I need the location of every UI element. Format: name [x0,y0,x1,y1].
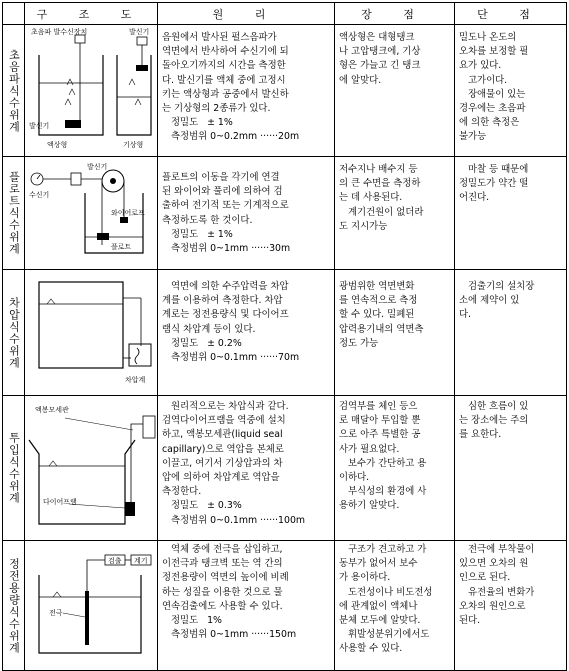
range: 측정범위 0~1mm ······150m [170,629,297,641]
structure-diagram [25,25,158,157]
ultrasonic-diagram [25,25,158,152]
diagram-label: 수신기 [29,191,50,199]
diagram-label: 액상형 [47,141,68,149]
principle-text: 역면에 의한 수주압력을 차압 계를 이용하여 측정한다. 차압 계로는 정전용량식 및 다이어프 램식 차압계 등이 있다. 정밀도 ± 0.2% 측정범위 0~0.1mm ······70m [158,270,334,365]
demerits-text: 밀도나 온도의 오차를 보정할 필 요가 있다. 고가이다. 장애물이 있는 경우에는 초음파 에 의한 측정은 불가능 [459,32,529,143]
principle-text: 음원에서 발사된 펄스음파가 역면에서 반사하여 수신기에 되 돌아오기까지의 시간을 측정한 다. 발신기를 액체 중에 고정시 키는 액상형과 공중에서 발신하 는 기상형의 2종류가 있다. 정밀도 ± 1% 측정범위 0~0.2mm ······20m [158,25,334,145]
merits-text: 검역부를 체인 등으 로 매달아 투입할 뿐 으로 아주 특별한 공 사가 필요없다. 보수가 간단하고 용 이하다. 부식성의 환경에 사 용하기 알맞다. [339,401,427,512]
diff-pressure-diagram [25,270,158,391]
range: 측정범위 0~0.1mm ······100m [170,514,306,526]
accuracy: 정밀도 1% [170,615,222,627]
merits-text: 액상형은 대형탱크 나 고압탱크에, 기상 형은 가늘고 긴 탱크 에 알맞다. [339,32,421,86]
principle-text: 역체 중에 전극을 삽입하고, 이전극과 탱크벽 또는 역 간의 정전용량이 역면의 높이에 비례 하는 성질을 이용한 것으로 물 연속검출에도 사용할 수 있다. 정밀도 1% 측정범위 0~1mm ······150m [158,541,334,642]
capacitance-diagram [25,541,158,666]
diagram-label: 와이어로프 [111,209,145,217]
header-merits: 장 점 [335,3,455,25]
merits-text: 저수지나 배수지 등 의 큰 수면을 측정하 는 데 사용된다. 계기건원이 없더라 도 지시가능 [339,164,424,232]
principle-text: 플로트의 이동을 각기에 연결 된 와이어와 풀리에 의하여 검 출하여 전기적 또는 기계적으로 측정하도록 한 것이다. 정밀도 ± 1% 측정범위 0~1mm ······30m [158,157,334,256]
accuracy: 정밀도 ± 0.2% [170,337,242,349]
diagram-label: 계기 [134,557,148,565]
float-diagram [25,157,158,265]
structure-diagram [25,541,158,671]
principle-text: 원리적으로는 차압식과 같다. 검역다이어프램을 역중에 설치 하고, 액봉모세관(liquid seal capillary)으로 역압을 본체로 이끌고, 여기서 기상압과의 차 압에 의하여 차압계로 역압을 측정한다. 정밀도 ± 0.3% 측정범위 0~0.1mm ······100m [158,396,334,528]
merits-text: 광범위한 역면변화 를 연속적으로 측정 할 수 있다. 밀폐된 압력용기내의 역면측 정도 가능 [339,281,424,349]
diagram-label: 플로트 [111,243,132,251]
demerits-text: 전극에 부착물이 있으면 오차의 원 인으로 된다. 유전율의 변화가 오차의 원인으로 된다. [459,544,535,627]
table-row [3,270,567,396]
accuracy: 정밀도 ± 1% [170,228,233,240]
range: 측정범위 0~1mm ······30m [170,243,291,255]
demerits-text: 검출기의 설치장 소에 제약이 있 다. [459,281,535,321]
level-gauge-table [2,2,567,671]
header-structure: 구 조 도 [25,3,158,25]
accuracy: 정밀도 ± 1% [170,117,233,129]
table-row [3,157,567,270]
diagram-label: 발신기 [129,28,150,36]
structure-diagram [25,396,158,541]
row-name: 차압식수위계 [7,296,21,369]
diagram-label: 전극 [49,609,63,617]
structure-diagram [25,157,158,270]
accuracy: 정밀도 ± 0.3% [170,500,242,512]
row-name: 투입식수위계 [7,432,21,504]
submersible-diagram [25,396,158,536]
diagram-label: 초음파 발수신장치 [31,28,88,36]
structure-diagram [25,270,158,396]
range: 측정범위 0~0.2mm ······20m [170,131,300,143]
row-name: 초음파식수위계 [7,48,21,133]
header-principle: 원 리 [158,3,335,25]
diagram-label: 검출 [108,557,122,565]
table-row [3,541,567,671]
demerits-text: 마찰 등 때문에 정밀도가 약간 떨 어진다. [459,164,529,204]
table-row [3,396,567,541]
diagram-label: 다이어프램 [43,498,77,506]
merits-text: 구조가 견고하고 가 동부가 없어서 보수 가 용이하다. 도전성이나 비도전성 에 관계없이 액체나 분체 모두에 알맞다. 휘발성분위기에서도 사용할 수 있다. [339,544,433,655]
header-demerits: 단 점 [455,3,567,25]
header-row [3,3,567,25]
range: 측정범위 0~0.1mm ······70m [170,352,300,364]
diagram-label: 발신기 [87,163,108,171]
diagram-label: 액봉모세관 [35,406,69,414]
row-name: 정전용량식수위계 [7,557,21,654]
diagram-label: 발신기 [29,122,50,130]
header-name-col [3,3,25,25]
table-row [3,25,567,157]
diagram-label: 차압계 [125,376,146,384]
diagram-label: 기상형 [123,141,144,149]
demerits-text: 심한 흐름이 있 는 장소에는 주의 를 요한다. [459,401,529,441]
row-name: 플로트식수위계 [7,171,21,255]
